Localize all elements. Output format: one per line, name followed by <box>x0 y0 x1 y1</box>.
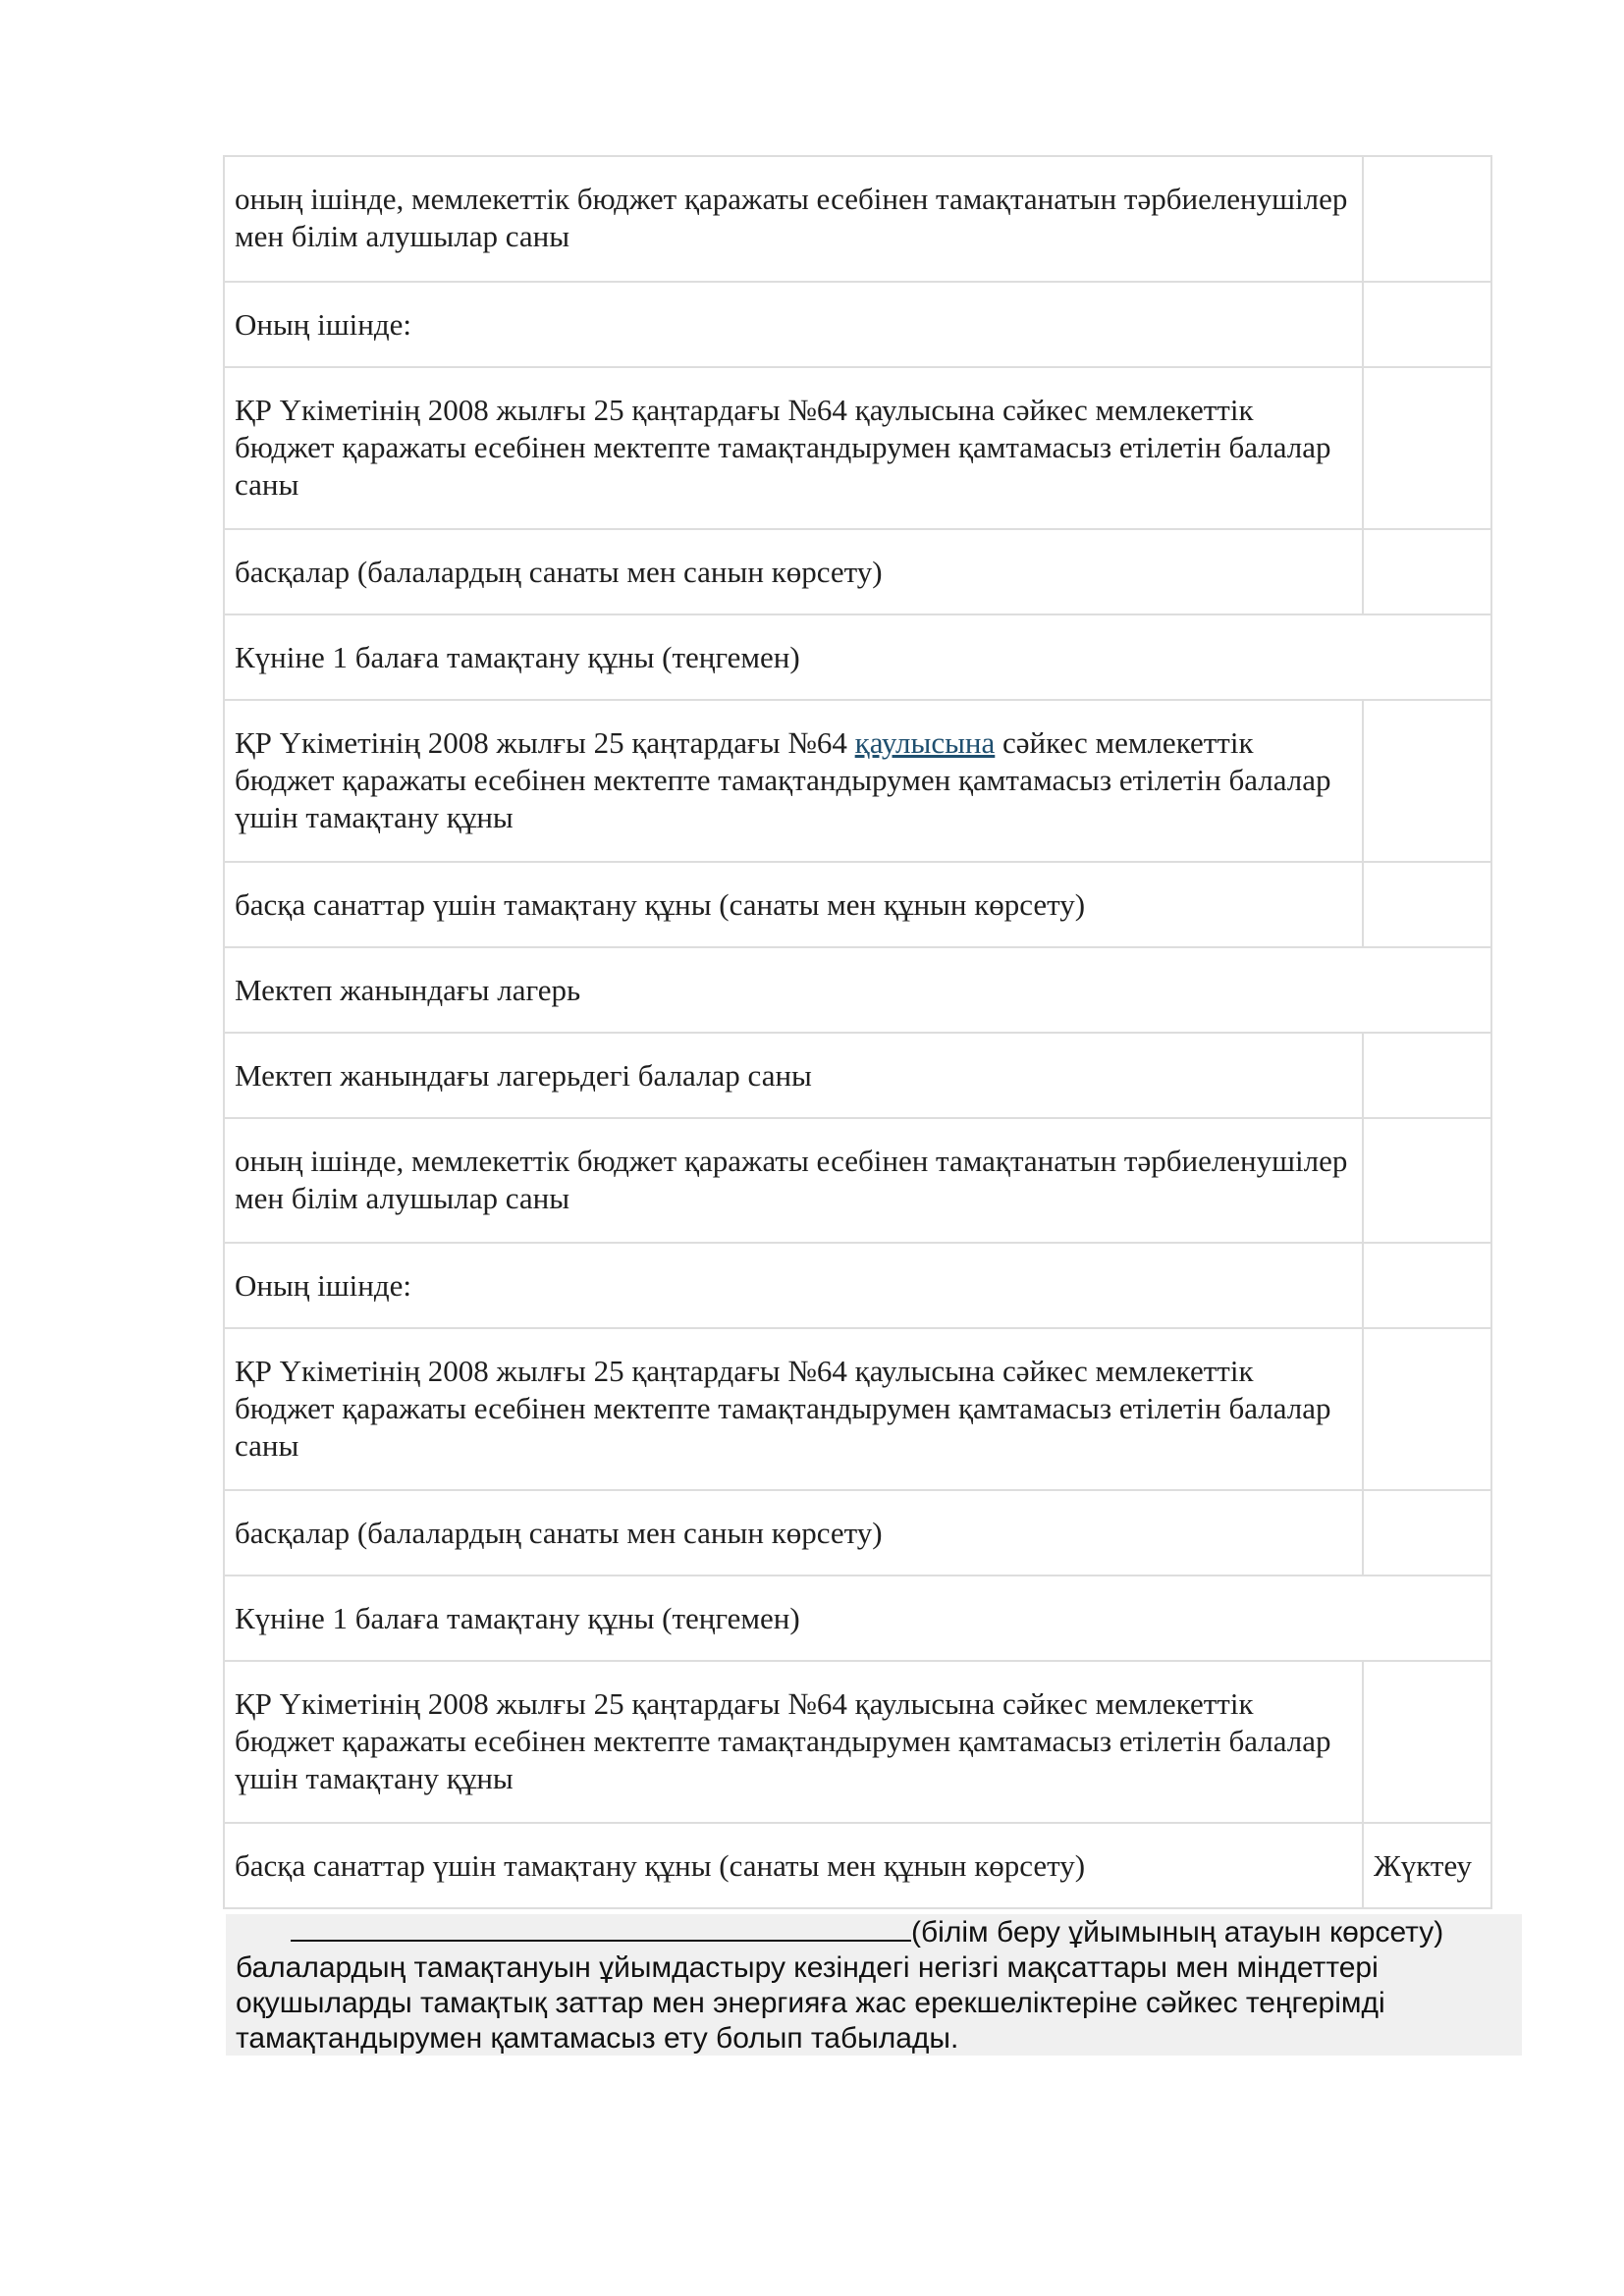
table-row <box>224 1490 1491 1575</box>
table-row <box>224 1823 1491 1908</box>
section-label: Мектеп жанындағы лагерь <box>224 947 1491 1033</box>
row-label: оның ішінде, мемлекеттік бюджет қаражаты есебінен тамақтанатын тәрбиеленушілер мен білім алушылар саны <box>224 1118 1363 1243</box>
table-row <box>224 1661 1491 1823</box>
table-row <box>224 1328 1491 1490</box>
row-label: Мектеп жанындағы лагерьдегі балалар саны <box>224 1033 1363 1118</box>
row-label: Оның ішінде: <box>224 282 1363 367</box>
row-value[interactable] <box>1363 700 1491 862</box>
row-value[interactable] <box>1363 862 1491 947</box>
row-label: ҚР Үкіметінің 2008 жылғы 25 қаңтардағы №64 қаулысына сәйкес мемлекеттік бюджет қаражаты есебінен мектепте тамақтандырумен қамтамасыз етілетін балалар үшін тамақтану құны <box>224 1661 1363 1823</box>
organization-name-blank[interactable] <box>291 1914 911 1942</box>
row-value[interactable] <box>1363 529 1491 614</box>
row-value[interactable] <box>1363 1328 1491 1490</box>
row-value[interactable] <box>1363 1661 1491 1823</box>
table-row <box>224 1243 1491 1328</box>
row-label: ҚР Үкіметінің 2008 жылғы 25 қаңтардағы №64 қаулысына сәйкес мемлекеттік бюджет қаражаты есебінен мектепте тамақтандырумен қамтамасыз етілетін балалар саны <box>224 1328 1363 1490</box>
table-row <box>224 367 1491 529</box>
section-label: Күніне 1 балаға тамақтану құны (теңгемен) <box>224 1575 1491 1661</box>
section-row <box>224 1575 1491 1661</box>
row-label: басқа санаттар үшін тамақтану құны (санаты мен құнын көрсету) <box>224 862 1363 947</box>
row-label: ҚР Үкіметінің 2008 жылғы 25 қаңтардағы №64 қаулысына сәйкес мемлекеттік бюджет қаражаты есебінен мектепте тамақтандырумен қамтамасыз етілетін балалар саны <box>224 367 1363 529</box>
table-row <box>224 529 1491 614</box>
row-value[interactable] <box>1363 1243 1491 1328</box>
row-label: Оның ішінде: <box>224 1243 1363 1328</box>
note-body: балалардың тамақтануын ұйымдастыру кезіндегі негізгі мақсаттары мен міндеттері оқушыларды тамақтық заттар мен энергияға жас ерекшеліктеріне сәйкес теңгерімді тамақтандырумен қамтамасыз ету болып табылады. <box>236 1951 1385 2055</box>
row-label: басқалар (балалардың санаты мен санын көрсету) <box>224 529 1363 614</box>
row-label: оның ішінде, мемлекеттік бюджет қаражаты есебінен тамақтанатын тәрбиеленушілер мен білім алушылар саны <box>224 156 1363 282</box>
row-label: ҚР Үкіметінің 2008 жылғы 25 қаңтардағы №64 қаулысына сәйкес мемлекеттік бюджет қаражаты есебінен мектепте тамақтандырумен қамтамасыз етілетін балалар үшін тамақтану құны <box>224 700 1363 862</box>
table-row <box>224 282 1491 367</box>
section-row <box>224 947 1491 1033</box>
note-first-line <box>236 1914 1512 1950</box>
nutrition-table <box>223 155 1492 1909</box>
organization-note <box>226 1914 1522 2056</box>
table-row <box>224 1118 1491 1243</box>
table-row <box>224 862 1491 947</box>
row-value[interactable] <box>1363 1118 1491 1243</box>
section-label: Күніне 1 балаға тамақтану құны (теңгемен) <box>224 614 1491 700</box>
row-value[interactable] <box>1363 282 1491 367</box>
row-value[interactable] <box>1363 156 1491 282</box>
note-hint: (білім беру ұйымының атауын көрсету) <box>911 1916 1444 1949</box>
table-row <box>224 700 1491 862</box>
section-row <box>224 614 1491 700</box>
table-row <box>224 156 1491 282</box>
row-value[interactable] <box>1363 367 1491 529</box>
row-value[interactable] <box>1363 1490 1491 1575</box>
resolution-link[interactable]: қаулысына <box>854 725 996 760</box>
table-row <box>224 1033 1491 1118</box>
row-label: басқа санаттар үшін тамақтану құны (санаты мен құнын көрсету) <box>224 1823 1363 1908</box>
upload-cell[interactable]: Жүктеу <box>1363 1823 1491 1908</box>
row-label: басқалар (балалардың санаты мен санын көрсету) <box>224 1490 1363 1575</box>
row-value[interactable] <box>1363 1033 1491 1118</box>
